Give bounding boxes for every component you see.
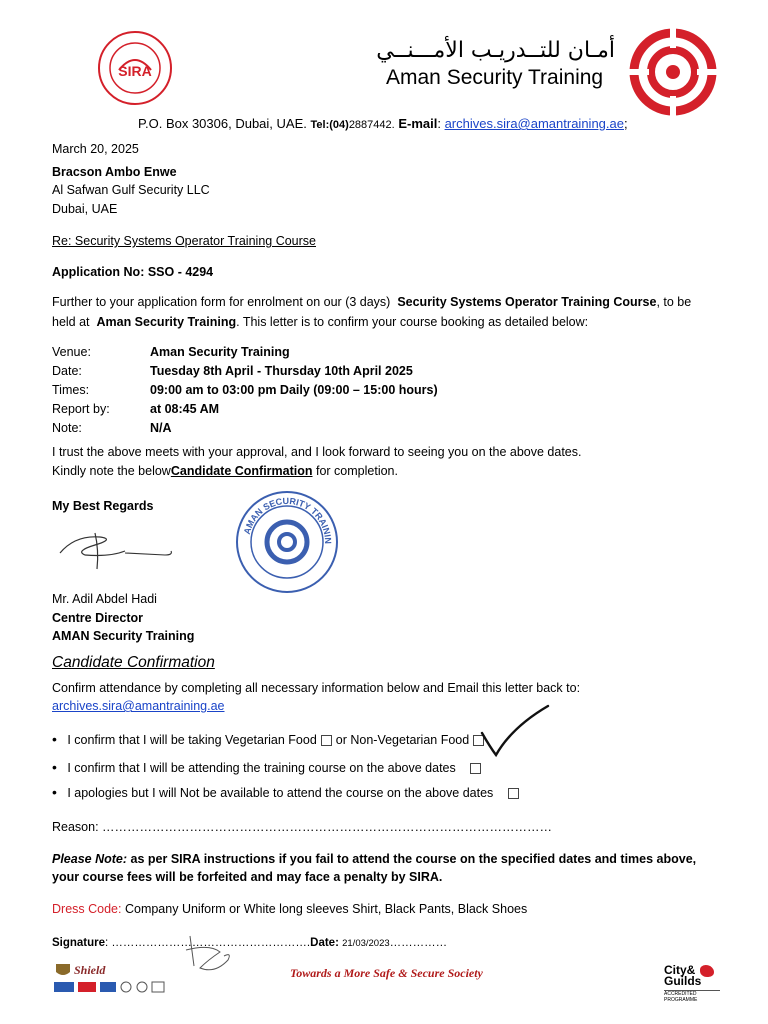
tel-value: 2887442. [348, 119, 395, 131]
dress-code-label: Dress Code: [52, 902, 122, 916]
subject-line: Re: Security Systems Operator Training Course [52, 234, 316, 248]
recipient-city: Dubai, UAE [52, 202, 118, 216]
signer-name: Mr. Adil Abdel Hadi [52, 592, 157, 606]
stamp-seal-icon [234, 489, 340, 595]
reason-field[interactable]: ……………………………………………………………………………………………… [102, 820, 553, 834]
signature-field[interactable]: : ……………………………………………. [105, 937, 311, 949]
bullet: • [52, 759, 57, 775]
email-label: E-mail [398, 116, 438, 131]
candidate-signature-icon [180, 930, 240, 975]
dress-code: Dress Code: Company Uniform or White long sleeves Shirt, Black Pants, Black Shoes [52, 902, 528, 916]
please-note-line-2: your course fees will be forfeited and may face a penalty by SIRA. [52, 870, 443, 884]
reason-label: Reason: [52, 820, 99, 834]
sira-logo-text: SIRA [118, 63, 152, 79]
stamp-text: AMAN SECURITY TRAININ [241, 495, 334, 545]
candidate-signature [180, 930, 240, 980]
english-org-name: Aman Security Training [386, 66, 604, 89]
date-field[interactable]: …………… [389, 937, 448, 949]
vegetarian-checkbox[interactable] [321, 735, 332, 746]
confirmation-instruction: Confirm attendance by completing all necessary information below and Email this letter back to: [52, 681, 581, 695]
paragraph-2: I trust the above meets with your approval, and I look forward to seeing you on the above dates. [52, 445, 582, 459]
director-signature [55, 525, 185, 580]
accreditation-logos-icon [52, 962, 182, 996]
aman-logo-icon [627, 26, 719, 118]
detail-row: Date: Tuesday 8th April - Thursday 10th April 2025 [52, 364, 413, 378]
sira-logo [97, 30, 173, 106]
option-not-attend: • I apologies but I will Not be available to attend the course on the above dates [52, 784, 523, 801]
date-value: 21/03/2023 [342, 938, 390, 949]
booking-details [52, 344, 438, 439]
signature-label: Signature [52, 937, 106, 949]
header-contact: P.O. Box 30306, Dubai, UAE. Tel:(04)2887442. E-mail: archives.sira@amantraining.ae; [138, 116, 628, 131]
please-note-label: Please Note: [52, 852, 128, 866]
candidate-confirmation-ref: Candidate Confirmation [170, 464, 313, 478]
recipient-company: Al Safwan Gulf Security LLC [52, 183, 210, 197]
confirmation-email-link[interactable]: archives.sira@amantraining.ae [52, 699, 225, 713]
city-guilds-lion-icon [700, 965, 714, 977]
shield-footer-logo [52, 962, 182, 996]
recipient-name: Bracson Ambo Enwe [52, 165, 177, 179]
date-label: Date: [310, 937, 339, 949]
paragraph-3: Kindly note the belowCandidate Confirmation for completion. [52, 464, 398, 478]
arabic-org-name: أمـان للتــدريـب الأمـــنــي [376, 38, 615, 63]
please-note-line-1: Please Note: as per SIRA instructions if you fail to attend the course on the specified dates and times above, [52, 852, 697, 866]
aman-logo [627, 26, 719, 118]
paragraph-1-line-2: held at Aman Security Training. This letter is to confirm your course booking as detailed below: [52, 315, 589, 329]
detail-row: Venue: Aman Security Training [52, 345, 290, 359]
header-email-link[interactable]: archives.sira@amantraining.ae [444, 116, 624, 131]
sira-seal-icon [97, 30, 173, 106]
organization-stamp [234, 489, 340, 595]
checkmark-icon [478, 703, 553, 763]
signer-organization: AMAN Security Training [52, 629, 195, 643]
letter-date: March 20, 2025 [52, 142, 139, 156]
handwritten-checkmark [478, 703, 553, 768]
paragraph-1-line-1: Further to your application form for enrolment on our (3 days) Security Systems Operator Training Course, to be [52, 295, 692, 309]
tel-label: Tel:(04) [310, 119, 349, 131]
detail-row: Times: 09:00 am to 03:00 pm Daily (09:00 – 15:00 hours) [52, 383, 438, 397]
svg-text:Shield: Shield [74, 963, 106, 977]
option-attend: • I confirm that I will be attending the training course on the above dates [52, 759, 485, 776]
signature-date-line [52, 935, 447, 952]
not-attend-checkbox[interactable] [508, 788, 519, 799]
address: P.O. Box 30306, Dubai, UAE. [138, 116, 307, 131]
signer-title: Centre Director [52, 611, 143, 625]
footer-tagline: Towards a More Safe & Secure Society [290, 966, 483, 980]
bullet: • [52, 784, 57, 800]
handwritten-signature-icon [55, 525, 185, 575]
application-number: Application No: SSO - 4294 [52, 265, 214, 279]
reason-line [52, 819, 552, 835]
option-food: • I confirm that I will be taking Vegetarian Food or Non-Vegetarian Food [52, 731, 488, 748]
venue-inline: Aman Security Training [96, 315, 237, 329]
course-name: Security Systems Operator Training Course [397, 295, 657, 309]
bullet: • [52, 731, 57, 747]
confirmation-heading: Candidate Confirmation [52, 654, 215, 671]
city-guilds-logo: City& Guilds ACCREDITED PROGRAMME [664, 965, 720, 1015]
regards: My Best Regards [52, 499, 154, 513]
detail-row: Note: N/A [52, 421, 172, 435]
detail-row: Report by: at 08:45 AM [52, 402, 220, 416]
